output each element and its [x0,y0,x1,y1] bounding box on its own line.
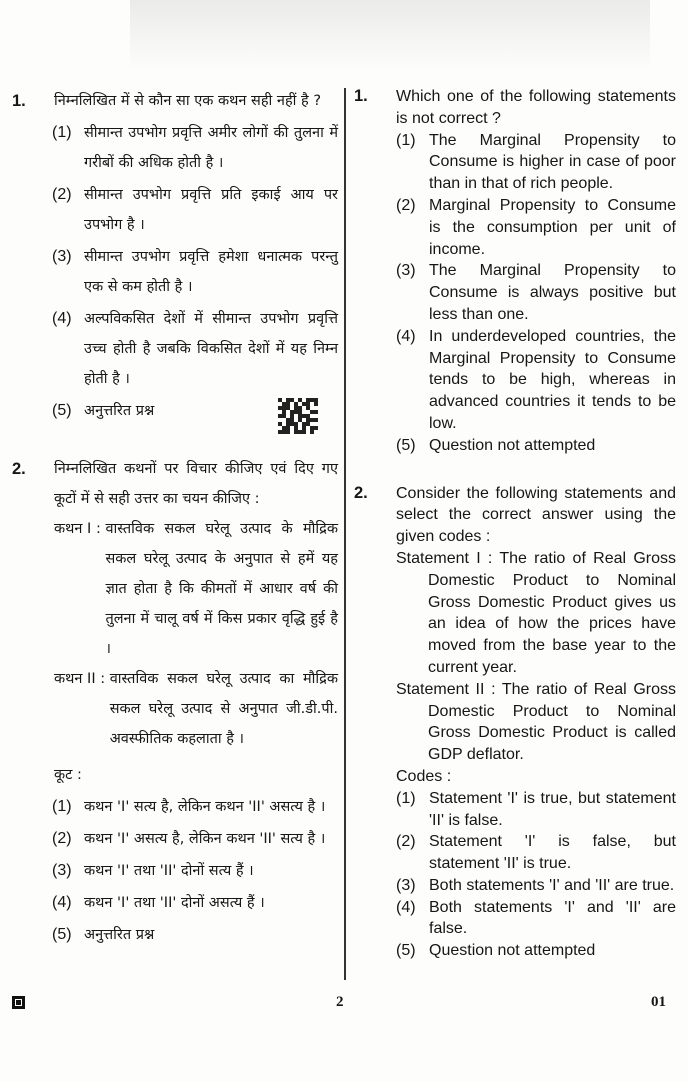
option [52,118,338,178]
option-number: (1) [396,789,416,807]
option [396,875,676,897]
option-number: (5) [52,402,72,419]
option-text: In underdeveloped countries, the Marginal Propensity to Consume tends to be high, whereas in advanced countries it tends to be low. [429,327,676,432]
question-number: 1. [12,92,26,110]
option-text: Both statements 'I' and 'II' are true. [429,876,675,894]
option-text: Question not attempted [429,436,596,454]
option [52,242,338,302]
statement-text [396,548,676,679]
codes-label: Codes : [396,767,452,785]
option-text: The Marginal Propensity to Consume is higher in case of poor than in that of rich people. [429,131,676,193]
option-text: अनुत्तरित प्रश्न [84,927,155,943]
statement-1-body [396,548,676,679]
option [396,326,676,435]
option [52,180,338,240]
option [52,304,338,394]
option-number: (3) [52,248,72,265]
question-stem: निम्नलिखित कथनों पर विचार कीजिए एवं दिए गए कूटों में से सही उत्तर का चयन कीजिए : [54,461,338,507]
statement-text: वास्तविक सकल घरेलू उत्पाद का मौद्रिक सकल घरेलू उत्पाद से अनुपात जी.डी.पी. अवस्फीतिक कहलाता है । [109,671,338,747]
option [396,435,676,457]
option-text: कथन 'I' तथा 'II' दोनों असत्य हैं । [84,895,265,911]
option-text: कथन 'I' सत्य है, लेकिन कथन 'II' असत्य है । [84,799,326,815]
option-number: (3) [52,862,72,879]
bleed-through-shadow [130,0,650,70]
option-text: The Marginal Propensity to Consume is always positive but less than one. [429,262,676,323]
statement-label: कथन II : [54,671,110,687]
option-number: (3) [396,876,416,894]
option-text: Marginal Propensity to Consume is the consumption per unit of income. [429,196,676,258]
column-divider [344,88,346,980]
option-number: (1) [396,131,416,149]
option-number: (4) [396,327,416,345]
statement-label: कथन I : [54,521,106,537]
option [52,888,338,918]
option [52,792,338,822]
english-column [354,86,676,962]
hindi-question-2 [12,454,338,950]
statement-2-body [396,679,676,766]
option-text: कथन 'I' तथा 'II' दोनों सत्य हैं । [84,863,254,879]
english-question-2 [354,483,676,963]
question-number: 1. [354,87,368,105]
question-number: 2. [12,460,26,478]
option-text: सीमान्त उपभोग प्रवृत्ति अमीर लोगों की तुलना में गरीबों की अधिक होती है । [84,125,338,171]
registration-mark [12,996,25,1009]
option [52,920,338,950]
page-number: 2 [336,994,344,1010]
option-number: (2) [396,833,416,851]
statement-1 [54,514,338,664]
option-text: Statement 'I' is false, but statement 'II' is true. [429,833,676,873]
option [396,130,676,195]
option-number: (1) [52,798,72,815]
statement-text: वास्तविक सकल घरेलू उत्पाद के मौद्रिक सकल घरेलू उत्पाद के अनुपात से हमें यह ज्ञात होता है कि कीमतों में आधार वर्ष की तुलना में चालू वर्ष में किस प्रकार वृद्धि हुई है । [105,521,338,657]
option [396,831,676,875]
option-text: कथन 'I' असत्य है, लेकिन कथन 'II' सत्य है । [84,831,326,847]
english-question-1 [354,86,676,457]
option-number: (5) [396,942,416,960]
option-number: (2) [52,186,72,203]
option-text: Question not attempted [429,942,596,960]
question-number: 2. [354,483,368,502]
option-number: (2) [52,830,72,847]
question-stem: Consider the following statements and select the correct answer using the given codes : [396,484,676,546]
codes-label: कूट : [54,767,82,783]
option-text: Both statements 'I' and 'II' are false. [429,898,676,938]
option-number: (5) [52,926,72,943]
statement-label: Statement II : [396,680,502,698]
qr-code-image [278,398,318,434]
option-number: (4) [52,894,72,911]
option [396,897,676,941]
option-number: (4) [52,310,72,327]
option-text: Statement 'I' is true, but statement 'II' is false. [429,789,676,829]
option-number: (5) [396,436,416,454]
question-stem: Which one of the following statements is not correct ? [396,88,676,127]
statement-2 [54,664,338,754]
option [52,856,338,886]
statement-text [396,679,676,766]
option [396,195,676,260]
option-text: अल्पविकसित देशों में सीमान्त उपभोग प्रवृत्ति उच्च होती है जबकि विकसित देशों में यह निम्न होती है । [84,311,338,387]
option [52,824,338,854]
option-number: (4) [396,898,416,916]
option-text: सीमान्त उपभोग प्रवृत्ति हमेशा धनात्मक परन्तु एक से कम होती है । [84,249,338,295]
statement-text-content: The ratio of Real Gross Domestic Product to Nominal Gross Domestic Product gives us an idea of how the prices have moved from the base year to the current year. [428,549,676,676]
option [396,940,676,962]
statement-label: Statement I : [396,549,500,567]
hindi-question-1 [12,86,338,426]
option-number: (1) [52,124,72,141]
statement-text-content: The ratio of Real Gross Domestic Product to Nominal Gross Domestic Product is called GDP deflator. [428,680,677,764]
option-number: (2) [396,196,416,214]
hindi-column [12,86,338,950]
option-text: अनुत्तरित प्रश्न [84,403,155,419]
option-text: सीमान्त उपभोग प्रवृत्ति प्रति इकाई आय पर उपभोग है । [84,187,338,233]
option-number: (3) [396,262,416,280]
booklet-code: 01 [651,994,666,1010]
question-stem: निम्नलिखित में से कौन सा एक कथन सही नहीं है ? [54,93,322,109]
option [396,788,676,832]
option [396,260,676,325]
